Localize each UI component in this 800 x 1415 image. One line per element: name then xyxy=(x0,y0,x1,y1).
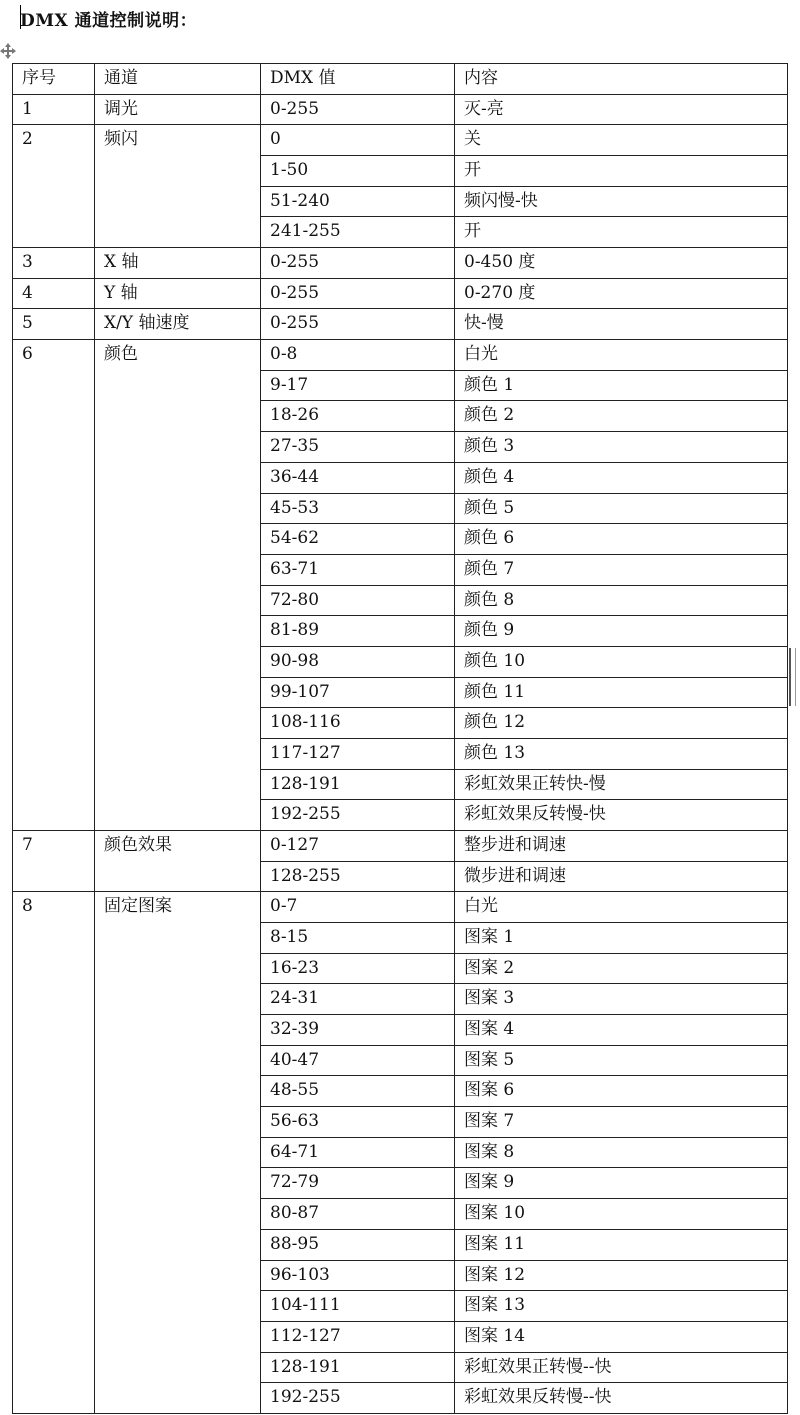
dmx-value: 128-255 xyxy=(270,865,341,886)
dmx-value: 108-116 xyxy=(270,712,341,733)
channel-number: 1 xyxy=(22,98,33,119)
channel-name: 颜色 xyxy=(104,344,138,365)
table-rule xyxy=(260,63,261,1413)
table-row xyxy=(12,615,788,646)
channel-name: 调光 xyxy=(104,98,138,119)
dmx-value: 64-71 xyxy=(270,1141,320,1162)
channel-content: 快-慢 xyxy=(464,313,504,334)
table-row xyxy=(12,1045,788,1076)
channel-content: 图案 6 xyxy=(464,1080,515,1101)
table-rule xyxy=(260,1321,788,1322)
column-header: 内容 xyxy=(464,68,498,88)
channel-content: 颜色 6 xyxy=(464,528,515,549)
table-rule xyxy=(260,1260,788,1261)
dmx-value: 96-103 xyxy=(270,1264,330,1285)
table-row xyxy=(12,738,788,769)
channel-content: 颜色 10 xyxy=(464,650,526,671)
channel-name: 颜色效果 xyxy=(104,835,172,855)
table-rule xyxy=(260,1075,788,1076)
table-row xyxy=(12,1229,788,1260)
table-row xyxy=(12,216,788,247)
table-row xyxy=(12,94,788,125)
table-rule xyxy=(260,646,788,647)
table-rule xyxy=(260,554,788,555)
channel-content: 0-270 度 xyxy=(464,282,536,303)
channel-content: 颜色 12 xyxy=(464,712,526,733)
table-row xyxy=(12,830,788,861)
dmx-value: 0 xyxy=(270,129,281,150)
table-row xyxy=(12,1075,788,1106)
table-rule xyxy=(260,615,788,616)
dmx-value: 0-127 xyxy=(270,835,320,855)
table-row xyxy=(12,308,788,339)
table-row xyxy=(12,1106,788,1137)
channel-content: 图案 9 xyxy=(464,1172,515,1193)
channel-content: 颜色 8 xyxy=(464,589,515,610)
dmx-value: 88-95 xyxy=(270,1233,320,1254)
table-row xyxy=(12,400,788,431)
dmx-value: 128-191 xyxy=(270,773,341,794)
dmx-value: 16-23 xyxy=(270,957,320,978)
channel-content: 图案 5 xyxy=(464,1049,515,1070)
table-row xyxy=(12,983,788,1014)
table-rule xyxy=(260,523,788,524)
channel-content: 颜色 3 xyxy=(464,436,515,457)
dmx-value: 27-35 xyxy=(270,436,320,457)
dmx-value: 192-255 xyxy=(270,1387,341,1408)
table-row xyxy=(12,861,788,892)
table-rule xyxy=(94,63,95,1413)
dmx-value: 117-127 xyxy=(270,742,341,763)
dmx-value: 24-31 xyxy=(270,988,320,1009)
table-rule xyxy=(260,1198,788,1199)
channel-name: Y 轴 xyxy=(104,282,138,303)
table-rule xyxy=(260,769,788,770)
table-rule xyxy=(260,493,788,494)
table-rule xyxy=(260,186,788,187)
move-handle-icon[interactable] xyxy=(0,43,16,59)
table-rule xyxy=(260,677,788,678)
table-rule xyxy=(260,983,788,984)
channel-content: 彩虹效果反转慢-快 xyxy=(464,804,606,825)
dmx-value: 72-80 xyxy=(270,589,320,610)
channel-content: 图案 7 xyxy=(464,1111,515,1132)
table-rule xyxy=(260,370,788,371)
table-rule xyxy=(260,1137,788,1138)
dmx-value: 54-62 xyxy=(270,528,320,549)
dmx-value: 8-15 xyxy=(270,927,309,948)
channel-content: 颜色 7 xyxy=(464,558,515,579)
channel-content: 颜色 2 xyxy=(464,405,515,426)
dmx-value: 192-255 xyxy=(270,804,341,825)
column-header: DMX 值 xyxy=(270,68,336,88)
document-title: DMX 通道控制说明： xyxy=(20,11,198,31)
channel-content: 开 xyxy=(464,160,481,181)
table-rule xyxy=(260,216,788,217)
column-header: 通道 xyxy=(104,68,138,88)
dmx-value: 45-53 xyxy=(270,497,320,518)
table-row xyxy=(12,1352,788,1383)
dmx-value: 0-255 xyxy=(270,313,320,334)
table-rule xyxy=(260,1045,788,1046)
table-rule xyxy=(260,462,788,463)
table-row xyxy=(12,124,788,155)
channel-number: 5 xyxy=(22,313,33,334)
channel-content: 开 xyxy=(464,221,481,242)
dmx-value: 48-55 xyxy=(270,1080,320,1101)
dmx-value: 104-111 xyxy=(270,1295,341,1316)
channel-content: 白光 xyxy=(464,344,498,365)
table-rule xyxy=(260,1352,788,1353)
table-rule xyxy=(260,1014,788,1015)
channel-content: 图案 3 xyxy=(464,988,515,1009)
table-row xyxy=(12,523,788,554)
dmx-value: 9-17 xyxy=(270,374,309,395)
channel-number: 3 xyxy=(22,252,33,273)
table-row xyxy=(12,186,788,217)
channel-number: 2 xyxy=(22,129,33,150)
channel-content: 颜色 13 xyxy=(464,742,526,763)
channel-content: 图案 13 xyxy=(464,1295,526,1316)
channel-content: 微步进和调速 xyxy=(464,865,566,886)
channel-name: 固定图案 xyxy=(104,896,172,917)
dmx-value: 40-47 xyxy=(270,1049,320,1070)
table-rule xyxy=(260,707,788,708)
table-row xyxy=(12,278,788,309)
dmx-value: 0-8 xyxy=(270,344,298,365)
table-row xyxy=(12,1167,788,1198)
table-rule xyxy=(260,1290,788,1291)
table-row xyxy=(12,799,788,830)
channel-number: 4 xyxy=(22,282,33,303)
dmx-value: 36-44 xyxy=(270,466,320,487)
channel-content: 颜色 4 xyxy=(464,466,515,487)
channel-content: 0-450 度 xyxy=(464,252,536,273)
table-row xyxy=(12,953,788,984)
dmx-value: 241-255 xyxy=(270,221,341,242)
table-row xyxy=(12,370,788,401)
dmx-value: 0-255 xyxy=(270,98,320,119)
table-row xyxy=(12,922,788,953)
dmx-value: 51-240 xyxy=(270,190,330,211)
table-row xyxy=(12,1137,788,1168)
table-rule xyxy=(260,400,788,401)
dmx-value: 56-63 xyxy=(270,1111,320,1132)
channel-content: 图案 10 xyxy=(464,1203,526,1224)
table-rule xyxy=(12,63,13,1413)
table-row xyxy=(12,769,788,800)
table-row xyxy=(12,646,788,677)
channel-content: 关 xyxy=(464,129,481,150)
table-rule xyxy=(12,1413,788,1414)
table-row xyxy=(12,891,788,922)
table-rule xyxy=(260,1229,788,1230)
channel-number: 7 xyxy=(22,835,33,855)
table-row xyxy=(12,677,788,708)
table-rule xyxy=(260,953,788,954)
scroll-marker[interactable] xyxy=(789,648,796,706)
channel-content: 白光 xyxy=(464,896,498,917)
dmx-value: 90-98 xyxy=(270,650,320,671)
dmx-value: 112-127 xyxy=(270,1325,341,1346)
dmx-value: 0-7 xyxy=(270,896,298,917)
table-row xyxy=(12,1198,788,1229)
table-rule xyxy=(260,922,788,923)
channel-content: 图案 2 xyxy=(464,957,515,978)
channel-content: 图案 8 xyxy=(464,1141,515,1162)
table-row xyxy=(12,1290,788,1321)
dmx-value: 0-255 xyxy=(270,282,320,303)
table-header-row xyxy=(12,63,788,94)
channel-name: X 轴 xyxy=(104,252,139,273)
table-row xyxy=(12,431,788,462)
channel-content: 颜色 11 xyxy=(464,681,526,702)
channel-name: X/Y 轴速度 xyxy=(104,313,190,334)
dmx-value: 18-26 xyxy=(270,405,320,426)
table-row xyxy=(12,1260,788,1291)
table-rule xyxy=(260,738,788,739)
channel-content: 彩虹效果正转快-慢 xyxy=(464,773,606,794)
channel-content: 灭-亮 xyxy=(464,98,504,119)
channel-content: 图案 14 xyxy=(464,1325,526,1346)
channel-content: 颜色 1 xyxy=(464,374,515,395)
column-header: 序号 xyxy=(22,68,56,88)
channel-number: 6 xyxy=(22,344,33,365)
table-row xyxy=(12,1321,788,1352)
table-rule xyxy=(260,585,788,586)
table-row xyxy=(12,554,788,585)
table-rule xyxy=(260,799,788,800)
dmx-value: 63-71 xyxy=(270,558,320,579)
table-row xyxy=(12,493,788,524)
table-row xyxy=(12,707,788,738)
channel-content: 彩虹效果正转慢--快 xyxy=(464,1356,612,1377)
table-rule xyxy=(260,1106,788,1107)
channel-content: 图案 12 xyxy=(464,1264,526,1285)
table-rule xyxy=(260,861,788,862)
table-row xyxy=(12,339,788,370)
dmx-value: 128-191 xyxy=(270,1356,341,1377)
table-rule xyxy=(12,63,788,64)
table-row xyxy=(12,247,788,278)
table-rule xyxy=(260,155,788,156)
channel-content: 彩虹效果反转慢--快 xyxy=(464,1387,612,1408)
table-row xyxy=(12,1014,788,1045)
table-rule xyxy=(454,63,455,1413)
table-rule xyxy=(260,431,788,432)
channel-name: 频闪 xyxy=(104,129,138,150)
table-rule xyxy=(787,63,788,1413)
channel-content: 频闪慢-快 xyxy=(464,190,538,211)
channel-content: 整步进和调速 xyxy=(464,835,566,855)
dmx-value: 99-107 xyxy=(270,681,330,702)
channel-content: 图案 1 xyxy=(464,927,515,948)
dmx-value: 80-87 xyxy=(270,1203,320,1224)
channel-content: 颜色 5 xyxy=(464,497,515,518)
table-row xyxy=(12,585,788,616)
table-rule xyxy=(260,1167,788,1168)
dmx-value: 0-255 xyxy=(270,252,320,273)
channel-content: 图案 4 xyxy=(464,1019,515,1040)
channel-content: 颜色 9 xyxy=(464,620,515,641)
dmx-value: 32-39 xyxy=(270,1019,320,1040)
dmx-value: 72-79 xyxy=(270,1172,320,1193)
table-row xyxy=(12,155,788,186)
channel-number: 8 xyxy=(22,896,33,917)
table-rule xyxy=(260,1382,788,1383)
dmx-value: 1-50 xyxy=(270,160,309,181)
dmx-value: 81-89 xyxy=(270,620,320,641)
table-row xyxy=(12,462,788,493)
table-row xyxy=(12,1382,788,1413)
channel-content: 图案 11 xyxy=(464,1233,526,1254)
